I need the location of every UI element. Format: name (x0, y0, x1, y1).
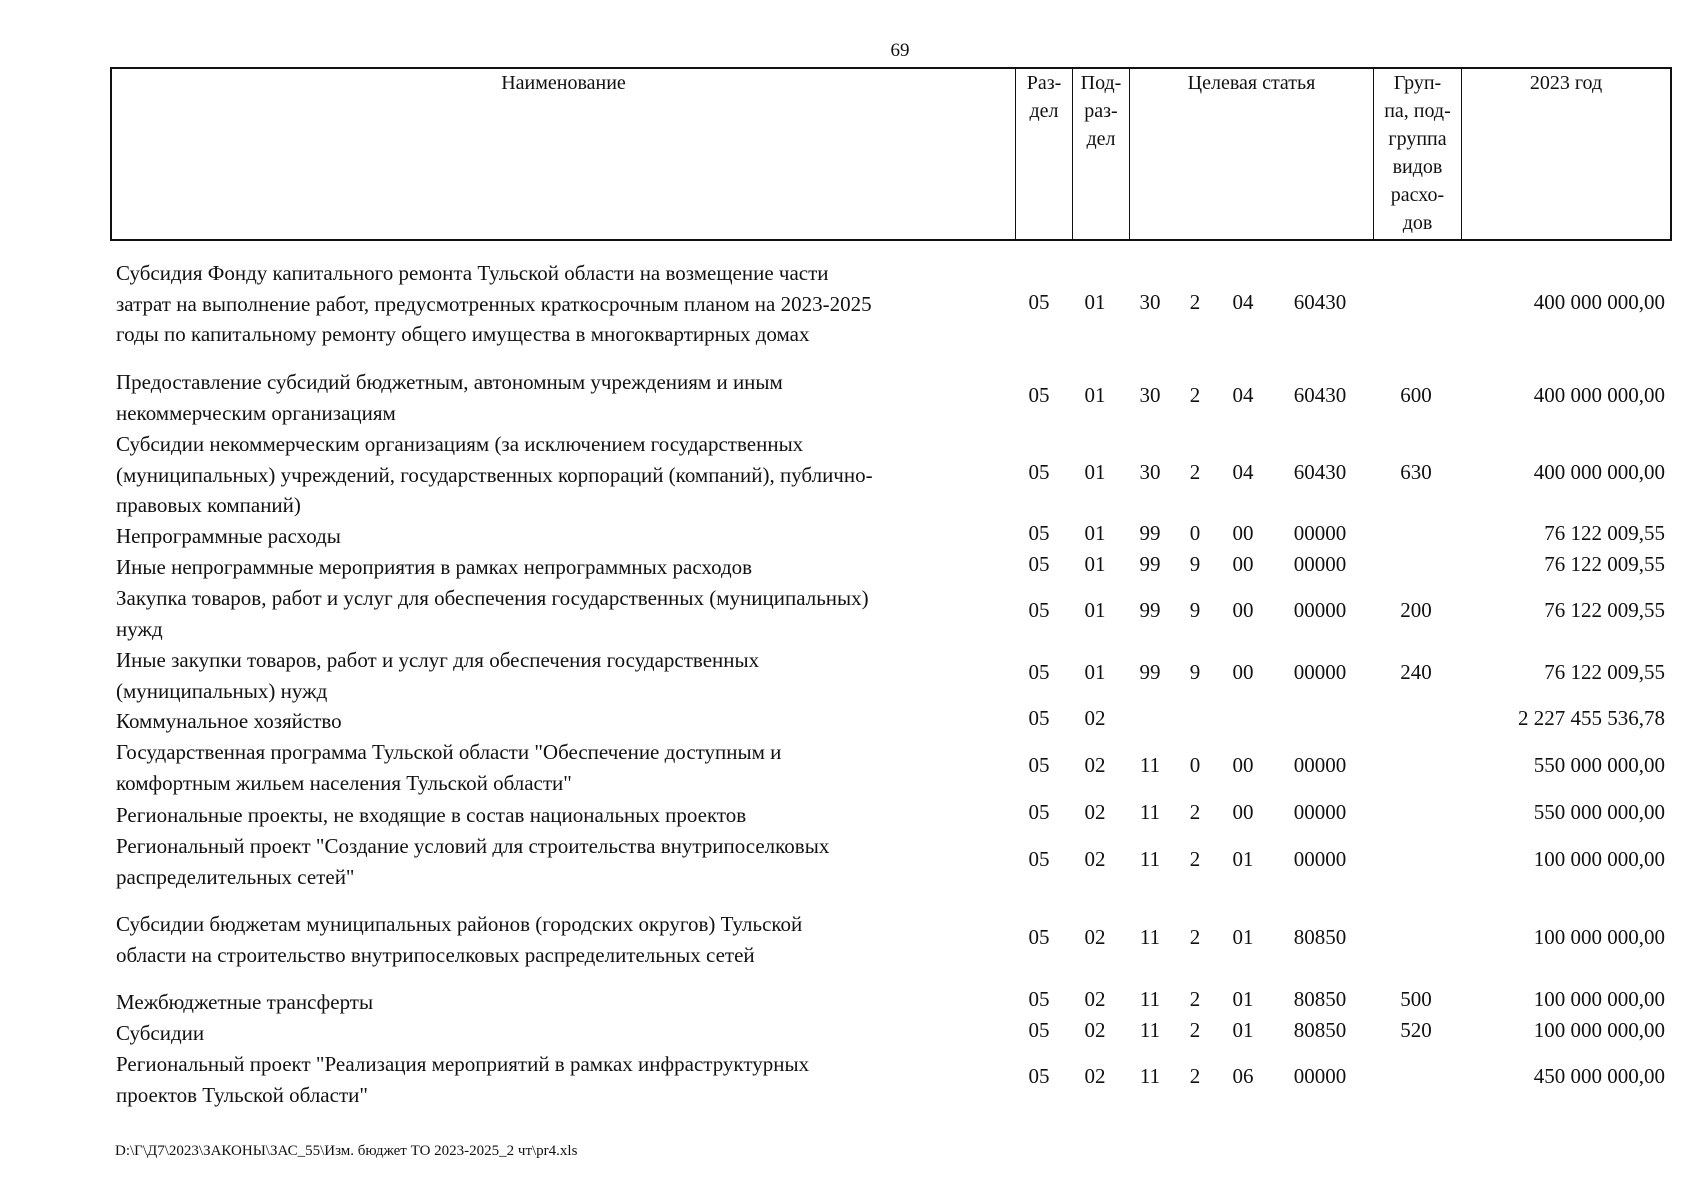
row-razdel: 05 (1028, 1064, 1050, 1088)
row-program: 11 (1139, 1064, 1161, 1088)
row-subprogram: 2 (1189, 800, 1201, 824)
row-program: 99 (1139, 598, 1161, 622)
row-razdel: 05 (1028, 987, 1050, 1011)
row-main-event: 04 (1232, 290, 1254, 314)
row-subprogram: 2 (1189, 925, 1201, 949)
row-main-event: 01 (1232, 1018, 1254, 1042)
row-direction: 80850 (1293, 925, 1347, 949)
row-program: 11 (1139, 800, 1161, 824)
row-subprogram: 2 (1189, 847, 1201, 871)
row-name: Закупка товаров, работ и услуг для обеспечения государственных (муниципальных) нужд (116, 586, 869, 641)
row-subprogram: 2 (1189, 1064, 1201, 1088)
header-razdel: Раз- дел (1016, 69, 1073, 239)
row-subprogram: 2 (1189, 987, 1201, 1011)
row-name: Иные непрограммные мероприятия в рамках непрограммных расходов (116, 555, 753, 579)
row-subprogram: 0 (1189, 753, 1201, 777)
row-main-event: 00 (1232, 598, 1254, 622)
row-razdel: 05 (1028, 383, 1050, 407)
row-razdel: 05 (1028, 925, 1050, 949)
row-direction: 00000 (1293, 847, 1347, 871)
row-direction: 80850 (1293, 987, 1347, 1011)
row-main-event: 01 (1232, 925, 1254, 949)
row-podrazdel: 02 (1084, 1018, 1106, 1042)
row-razdel: 05 (1028, 753, 1050, 777)
row-direction: 80850 (1293, 1018, 1347, 1042)
row-podrazdel: 02 (1084, 925, 1106, 949)
row-direction: 00000 (1293, 800, 1347, 824)
row-amount: 400 000 000,00 (1533, 290, 1665, 314)
row-amount: 76 122 009,55 (1544, 521, 1665, 545)
row-name: Межбюджетные трансферты (116, 990, 374, 1014)
row-direction: 00000 (1293, 598, 1347, 622)
row-name: Предоставление субсидий бюджетным, автономным учреждениям и иным некоммерческим организациям (116, 370, 783, 425)
row-direction: 00000 (1293, 552, 1347, 576)
row-podrazdel: 01 (1084, 552, 1106, 576)
row-group: 600 (1400, 383, 1432, 407)
row-subprogram: 2 (1189, 383, 1201, 407)
file-path-footer: D:\Г\Д7\2023\ЗАКОНЫ\ЗАС_55\Изм. бюджет ТО 2023-2025_2 чт\pr4.xls (115, 1143, 578, 1159)
row-podrazdel: 02 (1084, 1064, 1106, 1088)
row-razdel: 05 (1028, 521, 1050, 545)
header-year: 2023 год (1529, 72, 1603, 94)
row-name: Субсидии некоммерческим организациям (за исключением государственных (муниципальных) учреждений, государственных корпораций (компаний), публично- правовых компаний) (116, 432, 873, 517)
row-group: 520 (1400, 1018, 1432, 1042)
row-subprogram: 9 (1189, 660, 1201, 684)
row-main-event: 04 (1232, 460, 1254, 484)
row-amount: 100 000 000,00 (1533, 1018, 1665, 1042)
row-program: 11 (1139, 925, 1161, 949)
row-main-event: 00 (1232, 521, 1254, 545)
row-name: Непрограммные расходы (116, 524, 341, 548)
row-podrazdel: 01 (1084, 660, 1106, 684)
row-razdel: 05 (1028, 847, 1050, 871)
row-program: 11 (1139, 847, 1161, 871)
row-amount: 450 000 000,00 (1533, 1064, 1665, 1088)
row-subprogram: 0 (1189, 521, 1201, 545)
row-direction: 00000 (1293, 521, 1347, 545)
row-program: 11 (1139, 753, 1161, 777)
row-podrazdel: 02 (1084, 753, 1106, 777)
row-program: 30 (1139, 290, 1161, 314)
row-subprogram: 2 (1189, 290, 1201, 314)
row-name: Региональный проект "Реализация мероприятий в рамках инфраструктурных проектов Тульской области" (116, 1052, 810, 1107)
row-amount: 400 000 000,00 (1533, 383, 1665, 407)
row-amount: 550 000 000,00 (1533, 753, 1665, 777)
row-program: 11 (1139, 1018, 1161, 1042)
row-name: Субсидии (116, 1021, 205, 1045)
row-group: 200 (1400, 598, 1432, 622)
row-razdel: 05 (1028, 660, 1050, 684)
row-group: 500 (1400, 987, 1432, 1011)
row-podrazdel: 02 (1084, 800, 1106, 824)
row-amount: 76 122 009,55 (1544, 660, 1665, 684)
row-podrazdel: 02 (1084, 987, 1106, 1011)
row-main-event: 00 (1232, 552, 1254, 576)
row-main-event: 06 (1232, 1064, 1254, 1088)
row-main-event: 00 (1232, 800, 1254, 824)
row-name: Региональный проект "Создание условий для строительства внутрипоселковых распределительных сетей" (116, 834, 830, 889)
row-group: 240 (1400, 660, 1432, 684)
row-subprogram: 9 (1189, 598, 1201, 622)
page-number: 69 (890, 40, 910, 61)
row-direction: 60430 (1293, 290, 1347, 314)
row-razdel: 05 (1028, 552, 1050, 576)
row-main-event: 00 (1232, 660, 1254, 684)
row-amount: 550 000 000,00 (1533, 800, 1665, 824)
row-razdel: 05 (1028, 598, 1050, 622)
row-program: 99 (1139, 660, 1161, 684)
row-program: 30 (1139, 383, 1161, 407)
row-program: 11 (1139, 987, 1161, 1011)
row-amount: 2 227 455 536,78 (1518, 706, 1665, 730)
row-group: 630 (1400, 460, 1432, 484)
row-direction: 00000 (1293, 660, 1347, 684)
row-program: 30 (1139, 460, 1161, 484)
row-name: Иные закупки товаров, работ и услуг для обеспечения государственных (муниципальных) нужд (116, 648, 760, 703)
row-program: 99 (1139, 552, 1161, 576)
row-name: Субсидии бюджетам муниципальных районов (городских округов) Тульской области на строительство внутрипоселковых распределительных сетей (116, 912, 803, 967)
row-amount: 76 122 009,55 (1544, 598, 1665, 622)
row-name: Субсидия Фонду капитального ремонта Тульской области на возмещение части затрат на выполнение работ, предусмотренных краткосрочным планом на 2023-2025 годы по капитальному ремонту общего имущества в многоквартирных домах (116, 261, 872, 346)
row-main-event: 04 (1232, 383, 1254, 407)
row-main-event: 01 (1232, 847, 1254, 871)
row-amount: 100 000 000,00 (1533, 925, 1665, 949)
row-amount: 100 000 000,00 (1533, 987, 1665, 1011)
row-direction: 60430 (1293, 460, 1347, 484)
row-name: Региональные проекты, не входящие в состав национальных проектов (116, 803, 747, 827)
row-subprogram: 2 (1189, 460, 1201, 484)
row-main-event: 01 (1232, 987, 1254, 1011)
row-podrazdel: 01 (1084, 290, 1106, 314)
row-razdel: 05 (1028, 800, 1050, 824)
row-subprogram: 2 (1189, 1018, 1201, 1042)
row-podrazdel: 01 (1084, 460, 1106, 484)
header-group: Груп- па, под- группа видов расхо- дов (1374, 69, 1462, 239)
row-name: Коммунальное хозяйство (116, 709, 342, 733)
row-main-event: 00 (1232, 753, 1254, 777)
row-podrazdel: 01 (1084, 598, 1106, 622)
row-podrazdel: 02 (1084, 706, 1106, 730)
row-name: Государственная программа Тульской области "Обеспечение доступным и комфортным жильем населения Тульской области" (116, 740, 782, 795)
header-podrazdel: Под- раз- дел (1073, 69, 1130, 239)
row-razdel: 05 (1028, 1018, 1050, 1042)
row-amount: 76 122 009,55 (1544, 552, 1665, 576)
row-direction: 00000 (1293, 753, 1347, 777)
row-amount: 400 000 000,00 (1533, 460, 1665, 484)
row-direction: 00000 (1293, 1064, 1347, 1088)
header-name: Наименование (112, 69, 1016, 239)
row-razdel: 05 (1028, 460, 1050, 484)
header-target: Целевая статья (1130, 69, 1374, 239)
row-podrazdel: 02 (1084, 847, 1106, 871)
row-amount: 100 000 000,00 (1533, 847, 1665, 871)
row-razdel: 05 (1028, 290, 1050, 314)
row-podrazdel: 01 (1084, 521, 1106, 545)
row-program: 99 (1139, 521, 1161, 545)
row-subprogram: 9 (1189, 552, 1201, 576)
row-direction: 60430 (1293, 383, 1347, 407)
row-podrazdel: 01 (1084, 383, 1106, 407)
row-razdel: 05 (1028, 706, 1050, 730)
